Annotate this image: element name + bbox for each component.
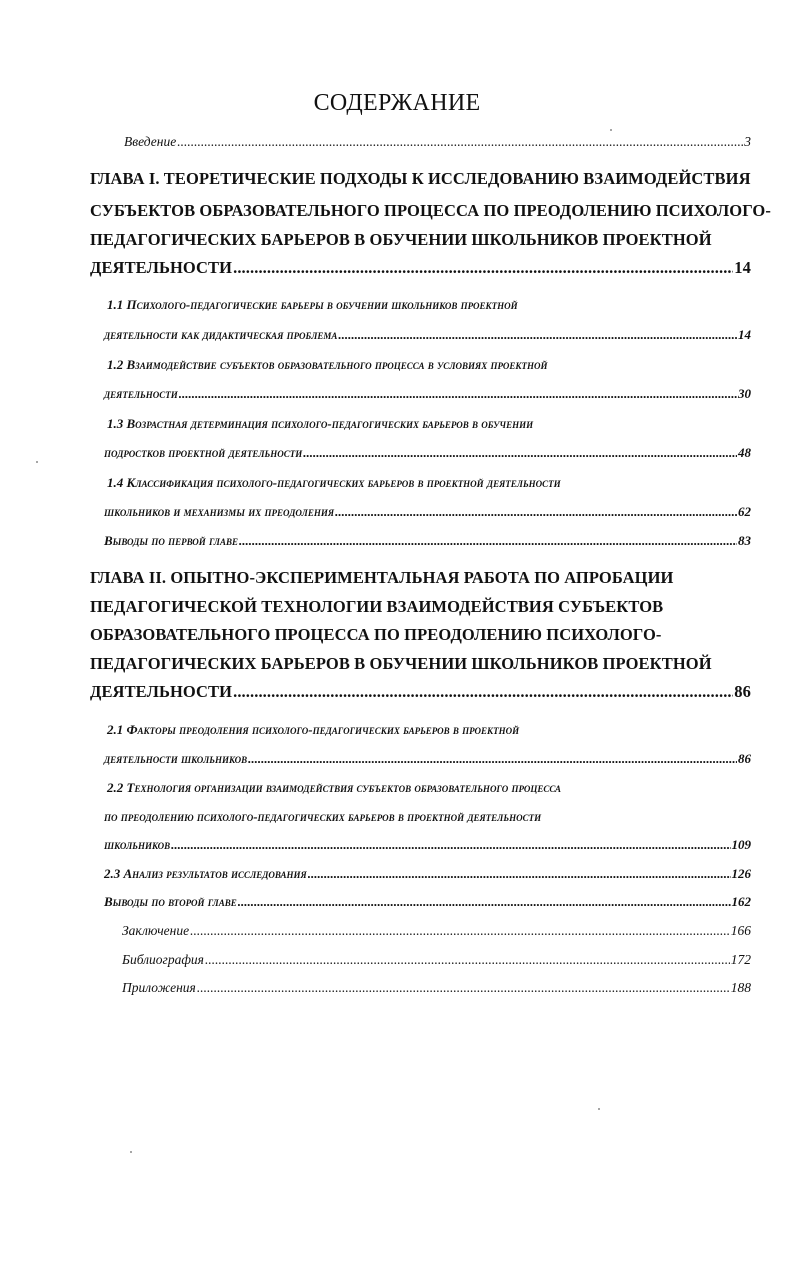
leader-dots xyxy=(335,505,737,518)
toc-entry-appendices[interactable] xyxy=(122,981,751,995)
toc-page-number: 126 xyxy=(731,866,751,881)
scan-speck xyxy=(598,1108,600,1110)
leader-dots xyxy=(233,684,733,701)
chapter-2-heading-line-3: ОБРАЗОВАТЕЛЬНОГО ПРОЦЕССА ПО ПРЕОДОЛЕНИЮ ПСИХОЛОГО- xyxy=(90,625,662,644)
leader-dots xyxy=(190,924,730,938)
scan-speck xyxy=(130,1151,132,1153)
leader-dots xyxy=(205,953,730,967)
section-1-3-line-2: подростков проектной деятельности xyxy=(104,445,303,460)
toc-entry-section-2-2[interactable] xyxy=(104,838,751,851)
toc-page-number: 86 xyxy=(738,751,751,766)
section-1-4-line-1: 1.4 Классификация психолого-педагогических барьеров в проектной деятельности xyxy=(107,475,561,490)
toc-page-number: 162 xyxy=(731,894,751,909)
toc-entry-section-2-1[interactable] xyxy=(104,752,751,765)
toc-page-number: 14 xyxy=(734,258,751,277)
toc-entry-section-1-1[interactable] xyxy=(104,328,751,341)
toc-entry-intro[interactable] xyxy=(124,135,751,149)
leader-dots xyxy=(338,328,737,341)
leader-dots xyxy=(233,260,733,277)
leader-dots xyxy=(238,895,731,908)
toc-entry-label: Введение xyxy=(124,134,177,149)
toc-entry-label: 2.3 Анализ результатов исследования xyxy=(104,866,307,881)
chapter-2-heading-line-2: ПЕДАГОГИЧЕСКОЙ ТЕХНОЛОГИИ ВЗАИМОДЕЙСТВИЯ СУБЪЕКТОВ xyxy=(90,597,664,616)
chapter-1-heading-line-4: ДЕЯТЕЛЬНОСТИ xyxy=(90,258,233,277)
section-2-1-line-2: деятельности школьников xyxy=(104,751,248,766)
toc-entry-label: Заключение xyxy=(122,923,190,938)
chapter-2-heading-line-4: ПЕДАГОГИЧЕСКИХ БАРЬЕРОВ В ОБУЧЕНИИ ШКОЛЬНИКОВ ПРОЕКТНОЙ xyxy=(90,654,712,673)
toc-entry-label: Выводы по первой главе xyxy=(104,533,238,548)
leader-dots xyxy=(197,981,730,995)
toc-entry-conclusions-2[interactable] xyxy=(104,895,751,908)
leader-dots xyxy=(303,446,737,459)
chapter-2-heading-line-1: ГЛАВА II. ОПЫТНО-ЭКСПЕРИМЕНТАЛЬНАЯ РАБОТА ПО АПРОБАЦИИ xyxy=(90,568,674,587)
toc-page-number: 86 xyxy=(734,682,751,701)
chapter-1-heading-line-3: ПЕДАГОГИЧЕСКИХ БАРЬЕРОВ В ОБУЧЕНИИ ШКОЛЬНИКОВ ПРОЕКТНОЙ xyxy=(90,230,712,249)
leader-dots xyxy=(308,867,731,880)
toc-page-number: 109 xyxy=(731,837,751,852)
toc-page-number: 166 xyxy=(730,923,751,938)
toc-entry-chapter-1[interactable] xyxy=(90,260,751,277)
section-2-2-line-3: школьников xyxy=(104,837,171,852)
toc-page-number: 172 xyxy=(730,952,751,967)
toc-entry-chapter-2[interactable] xyxy=(90,684,751,701)
section-2-1-line-1: 2.1 Факторы преодоления психолого-педагогических барьеров в проектной xyxy=(107,722,520,737)
toc-entry-conclusions-1[interactable] xyxy=(104,534,751,547)
leader-dots xyxy=(179,387,737,400)
page-title: СОДЕРЖАНИЕ xyxy=(313,90,481,116)
leader-dots xyxy=(248,752,737,765)
section-1-4-line-2: школьников и механизмы их преодоления xyxy=(104,504,335,519)
toc-page-number: 188 xyxy=(730,980,751,995)
section-1-1-line-2: деятельности как дидактическая проблема xyxy=(104,327,338,342)
chapter-1-heading-line-2: СУБЪЕКТОВ ОБРАЗОВАТЕЛЬНОГО ПРОЦЕССА ПО ПРЕОДОЛЕНИЮ ПСИХОЛОГО- xyxy=(90,201,771,220)
chapter-2-heading-line-5: ДЕЯТЕЛЬНОСТИ xyxy=(90,682,233,701)
toc-entry-section-1-2[interactable] xyxy=(104,387,751,400)
section-2-2-line-1: 2.2 Технология организации взаимодействия субъектов образовательного процесса xyxy=(107,780,562,795)
toc-entry-label: Приложения xyxy=(122,980,196,995)
toc-entry-label: Библиография xyxy=(122,952,204,967)
section-1-2-line-1: 1.2 Взаимодействие субъектов образовательного процесса в условиях проектной xyxy=(107,357,548,372)
section-2-2-line-2: по преодолению психолого-педагогических барьеров в проектной деятельности xyxy=(104,809,542,824)
toc-entry-bibliography[interactable] xyxy=(122,953,751,967)
leader-dots xyxy=(177,135,743,149)
section-1-2-line-2: деятельности xyxy=(104,386,178,401)
toc-page-number: 48 xyxy=(738,445,751,460)
section-1-1-line-1: 1.1 Психолого-педагогические барьеры в обучении школьников проектной xyxy=(107,297,518,312)
toc-entry-section-1-3[interactable] xyxy=(104,446,751,459)
leader-dots xyxy=(239,534,737,547)
toc-page-number: 3 xyxy=(744,134,751,149)
toc-entry-section-1-4[interactable] xyxy=(104,505,751,518)
toc-entry-section-2-3[interactable] xyxy=(104,867,751,880)
toc-page-number: 83 xyxy=(738,533,751,548)
scan-speck xyxy=(36,461,38,463)
toc-page-number: 62 xyxy=(738,504,751,519)
section-1-3-line-1: 1.3 Возрастная детерминация психолого-педагогических барьеров в обучении xyxy=(107,416,534,431)
toc-entry-label: Выводы по второй главе xyxy=(104,894,237,909)
toc-page-number: 14 xyxy=(738,327,751,342)
leader-dots xyxy=(171,838,730,851)
chapter-1-heading-line-1: ГЛАВА I. ТЕОРЕТИЧЕСКИЕ ПОДХОДЫ К ИССЛЕДОВАНИЮ ВЗАИМОДЕЙСТВИЯ xyxy=(90,169,751,188)
scan-speck xyxy=(610,129,612,131)
toc-page-number: 30 xyxy=(738,386,751,401)
toc-entry-conclusion[interactable] xyxy=(122,924,751,938)
